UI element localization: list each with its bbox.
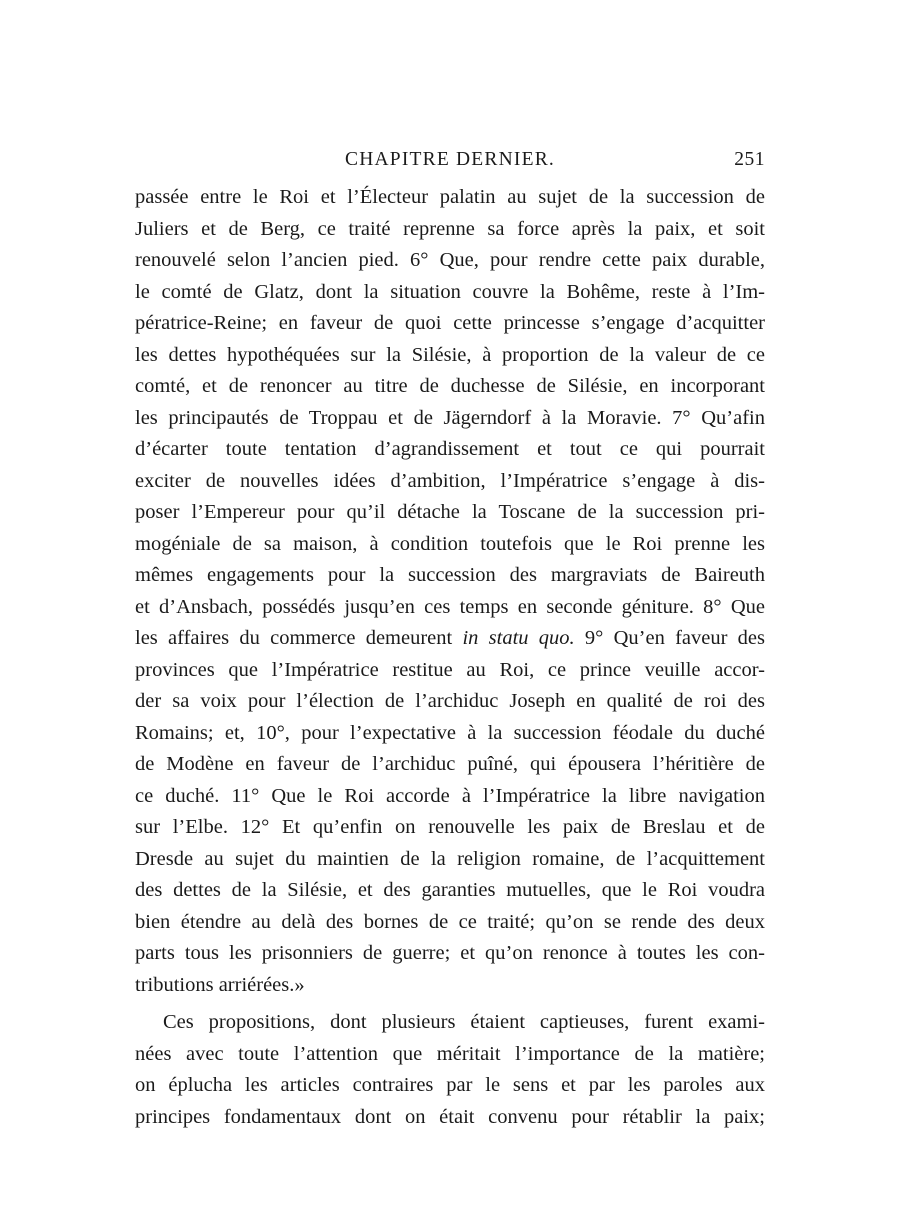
- text-line: comté, et de renoncer au titre de duchesse de Silésie, en incorporant: [135, 375, 765, 397]
- text-line: Dresde au sujet du maintien de la religion romaine, de l’acquittement: [135, 847, 765, 870]
- text-line: d’écarter toute tentation d’agrandissement et tout ce qui pourrait: [135, 438, 765, 460]
- text-line: Juliers et de Berg, ce traité reprenne sa force après la paix, et soit: [135, 217, 765, 240]
- text-line: pératrice-Reine; en faveur de quoi cette princesse s’engage d’acquitter: [135, 312, 765, 334]
- text-line: parts tous les prisonniers de guerre; et qu’on renonce à toutes les con-: [135, 942, 765, 964]
- text-line: exciter de nouvelles idées d’ambition, l’Impératrice s’engage à dis-: [135, 469, 765, 492]
- text-fragment: les affaires du commerce demeurent: [135, 627, 463, 649]
- text-line: renouvelé selon l’ancien pied. 6° Que, pour rendre cette paix durable,: [135, 249, 765, 271]
- text-line: le comté de Glatz, dont la situation couvre la Bohême, reste à l’Im-: [135, 280, 765, 303]
- paragraph-1: [135, 182, 765, 1001]
- text-line-with-italic: [135, 623, 765, 655]
- text-line: et d’Ansbach, possédés jusqu’en ces temps en seconde géniture. 8° Que: [135, 595, 765, 618]
- text-line: principes fondamentaux dont on était convenu pour rétablir la paix;: [135, 1105, 765, 1128]
- body-text: [135, 182, 765, 1133]
- text-line: poser l’Empereur pour qu’il détache la Toscane de la succession pri-: [135, 501, 765, 523]
- text-line: Romains; et, 10°, pour l’expectative à la succession féodale du duché: [135, 721, 765, 744]
- text-line: des dettes de la Silésie, et des garanties mutuelles, que le Roi voudra: [135, 879, 765, 901]
- italic-phrase: in statu quo.: [462, 627, 575, 649]
- text-line: les dettes hypothéquées sur la Silésie, à proportion de la valeur de ce: [135, 343, 765, 366]
- text-line: provinces que l’Impératrice restitue au Roi, ce prince veuille accor-: [135, 658, 765, 681]
- text-line: mêmes engagements pour la succession des margraviats de Baireuth: [135, 564, 765, 586]
- text-line: der sa voix pour l’élection de l’archiduc Joseph en qualité de roi des: [135, 690, 765, 712]
- text-line: de Modène en faveur de l’archiduc puîné, qui épousera l’héritière de: [135, 753, 765, 775]
- page-number: 251: [734, 149, 765, 170]
- text-line: on éplucha les articles contraires par le sens et par les paroles aux: [135, 1074, 765, 1096]
- running-title: CHAPITRE DERNIER.: [345, 149, 555, 170]
- text-line: bien étendre au delà des bornes de ce traité; qu’on se rende des deux: [135, 910, 765, 933]
- text-fragment: 9° Qu’en faveur des: [574, 627, 765, 649]
- text-line: mogéniale de sa maison, à condition toutefois que le Roi prenne les: [135, 532, 765, 555]
- paragraph-2: [135, 1007, 765, 1133]
- text-line: les principautés de Troppau et de Jägerndorf à la Moravie. 7° Qu’afin: [135, 406, 765, 429]
- running-head: [135, 146, 765, 174]
- text-line: sur l’Elbe. 12° Et qu’enfin on renouvelle les paix de Breslau et de: [135, 816, 765, 838]
- text-line: ce duché. 11° Que le Roi accorde à l’Impératrice la libre navigation: [135, 784, 765, 807]
- text-line: passée entre le Roi et l’Électeur palatin au sujet de la succession de: [135, 186, 765, 208]
- text-line: tributions arriérées.»: [135, 973, 305, 996]
- text-line: nées avec toute l’attention que méritait l’importance de la matière;: [135, 1042, 765, 1065]
- text-line: Ces propositions, dont plusieurs étaient captieuses, furent exami-: [163, 1011, 765, 1033]
